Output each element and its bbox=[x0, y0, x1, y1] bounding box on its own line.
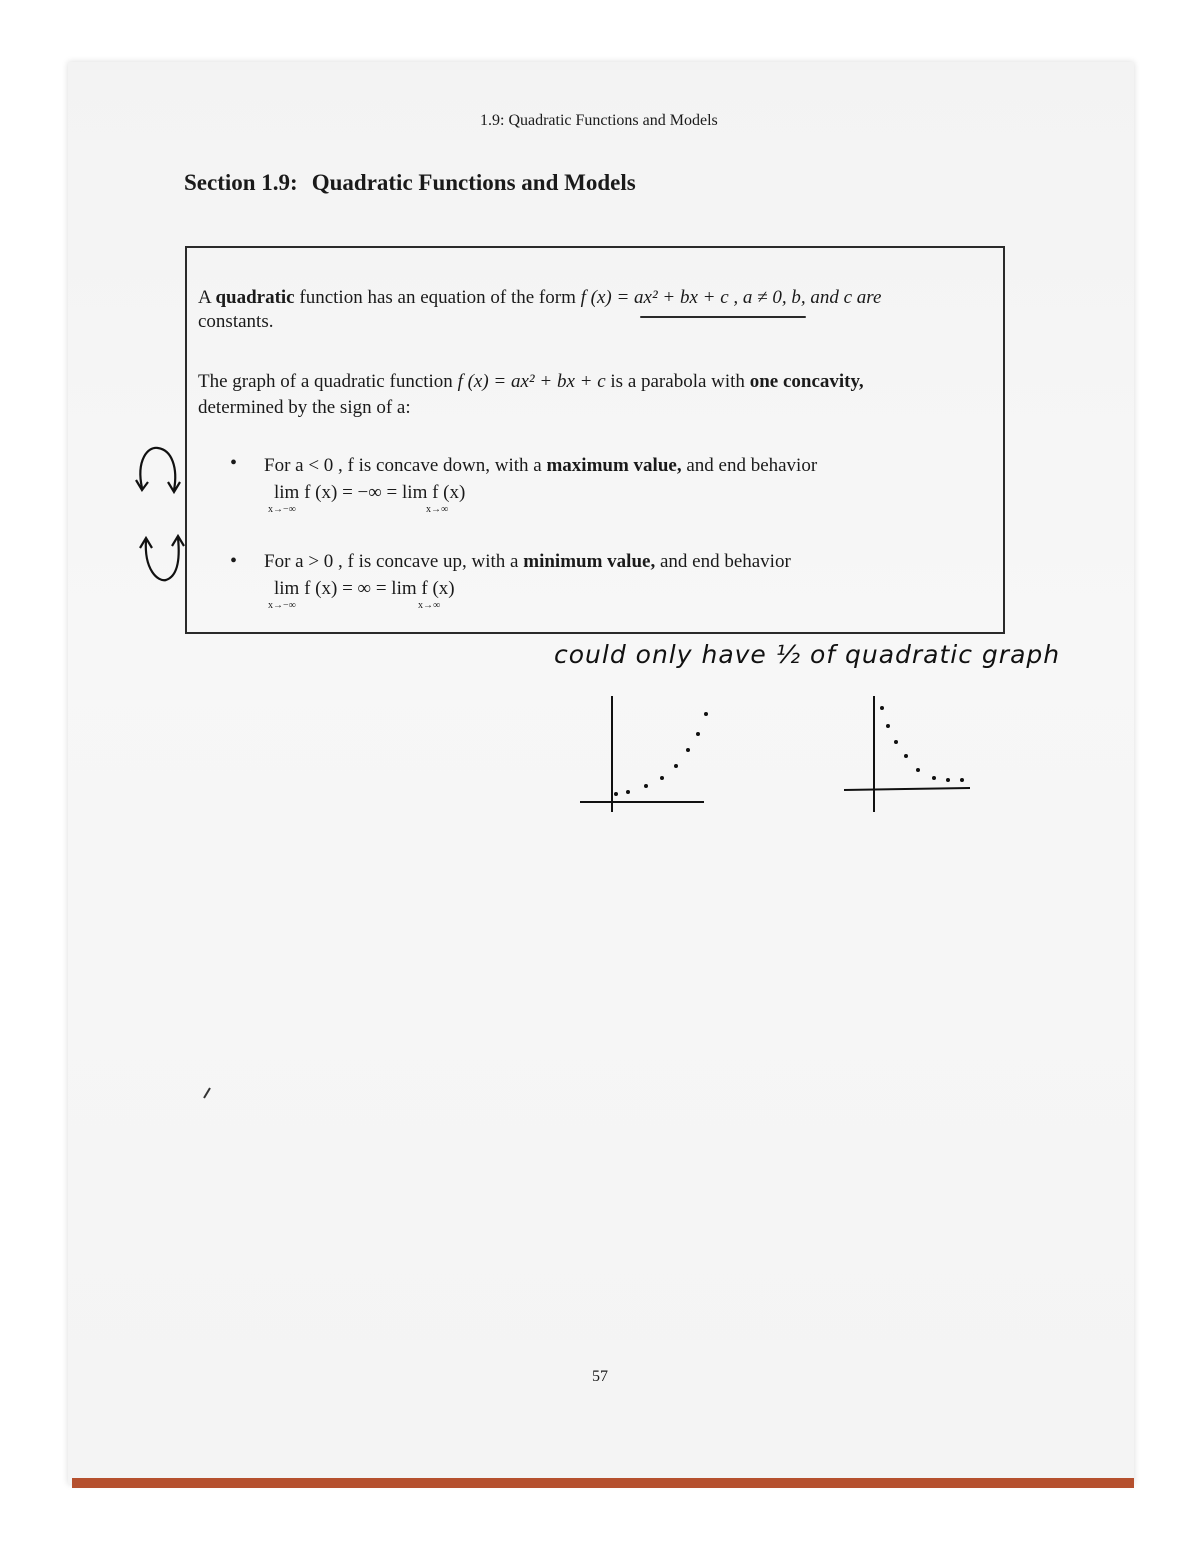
bullet-concave-up: For a > 0 , f is concave up, with a minimum value, and end behavior bbox=[264, 551, 791, 572]
section-number: Section 1.9: bbox=[184, 170, 298, 195]
graph-line-1: The graph of a quadratic function f (x) = ax² + bx + c is a parabola with one concavity, bbox=[198, 371, 864, 392]
handwritten-note: could only have ½ of quadratic graph bbox=[554, 640, 1061, 669]
limit-sub-right: x→∞ bbox=[426, 504, 449, 515]
limit-concave-down: lim f (x) = −∞ = lim f (x) bbox=[274, 482, 466, 503]
page-number: 57 bbox=[592, 1368, 608, 1385]
table-surface bbox=[72, 1478, 1134, 1488]
running-head: 1.9: Quadratic Functions and Models bbox=[480, 112, 718, 129]
limit-sub-right: x→∞ bbox=[418, 600, 441, 611]
hand-underline bbox=[640, 316, 806, 318]
limit-concave-up: lim f (x) = ∞ = lim f (x) bbox=[274, 578, 455, 599]
limit-sub-left: x→−∞ bbox=[268, 504, 296, 515]
half-parabola-sketch-decreasing bbox=[840, 690, 980, 820]
bullet-dot: • bbox=[230, 550, 238, 572]
section-title bbox=[184, 170, 636, 196]
pen-mark bbox=[200, 1084, 220, 1104]
definition-line-1: A quadratic function has an equation of the form f (x) = ax² + bx + c , a ≠ 0, b, and c are bbox=[198, 287, 882, 308]
definition-line-2: constants. bbox=[198, 311, 274, 332]
section-name: Quadratic Functions and Models bbox=[311, 170, 636, 195]
bullet-concave-down: For a < 0 , f is concave down, with a maximum value, and end behavior bbox=[264, 455, 818, 476]
half-parabola-sketch-increasing bbox=[576, 690, 716, 820]
concave-up-arrow-icon bbox=[136, 530, 196, 590]
bleed-through bbox=[940, 188, 944, 206]
limit-sub-left: x→−∞ bbox=[268, 600, 296, 611]
concave-down-arrow-icon bbox=[130, 440, 190, 500]
graph-line-2: determined by the sign of a: bbox=[198, 397, 411, 418]
bullet-dot: • bbox=[230, 452, 238, 474]
